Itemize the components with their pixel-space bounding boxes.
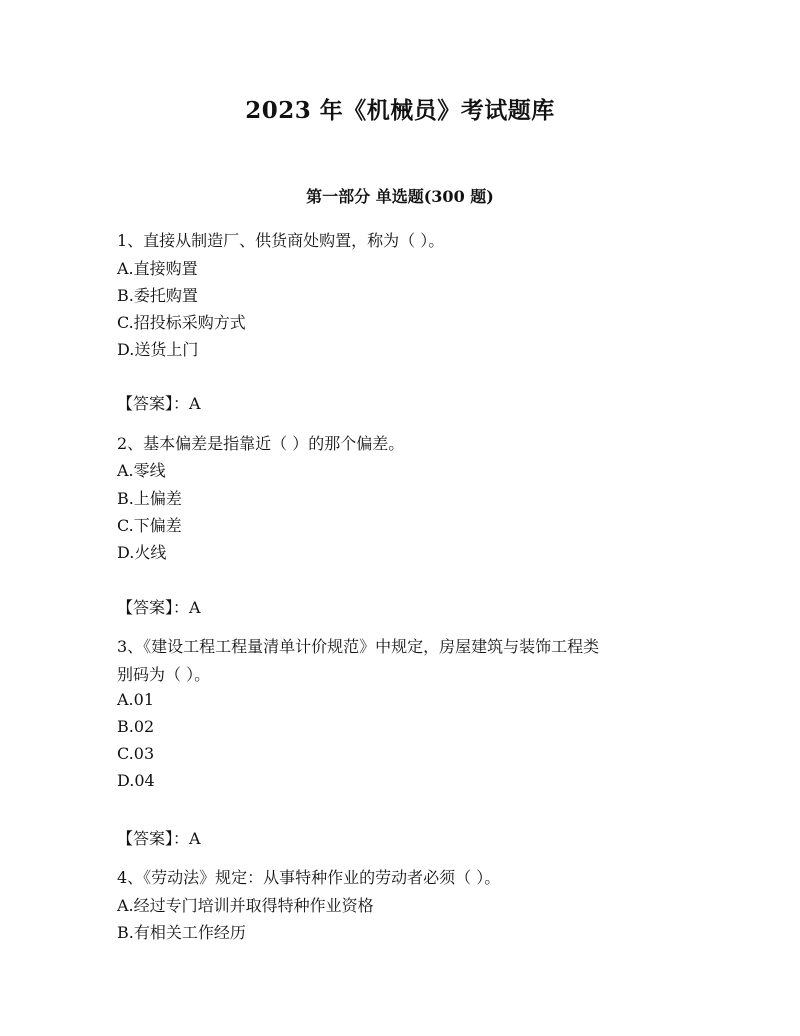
option-c: C.招投标采购方式 xyxy=(117,313,246,332)
answer-line: 【答案】：A xyxy=(117,829,201,848)
option-a: A.经过专门培训并取得特种作业资格 xyxy=(117,896,374,915)
option-a: A.01 xyxy=(117,690,154,709)
option-b: B.02 xyxy=(117,717,155,736)
answer-line: 【答案】：A xyxy=(117,394,201,413)
option-d: D.火线 xyxy=(117,543,167,562)
question-stem: 1、直接从制造厂、供货商处购置，称为（ ）。 xyxy=(117,231,445,250)
option-b: B.有相关工作经历 xyxy=(117,923,246,942)
option-d: D.送货上门 xyxy=(117,340,199,359)
option-b: B.上偏差 xyxy=(117,489,182,508)
question-stem: 4、《劳动法》规定：从事特种作业的劳动者必须（ ）。 xyxy=(117,868,501,887)
question-stem: 3、《建设工程工程量清单计价规范》中规定，房屋建筑与装饰工程类 xyxy=(117,637,600,656)
option-c: C.下偏差 xyxy=(117,516,182,535)
question-stem-continued: 别码为（ ）。 xyxy=(117,665,211,684)
section-title: 第一部分 单选题(300 题) xyxy=(306,187,494,206)
option-a: A.直接购置 xyxy=(117,259,198,278)
option-c: C.03 xyxy=(117,744,155,763)
option-b: B.委托购置 xyxy=(117,286,198,305)
answer-line: 【答案】：A xyxy=(117,598,201,617)
option-d: D.04 xyxy=(117,771,155,790)
question-stem: 2、基本偏差是指靠近（ ）的那个偏差。 xyxy=(117,434,405,453)
option-a: A.零线 xyxy=(117,461,166,480)
document-title: 2023 年《机械员》考试题库 xyxy=(245,97,555,124)
